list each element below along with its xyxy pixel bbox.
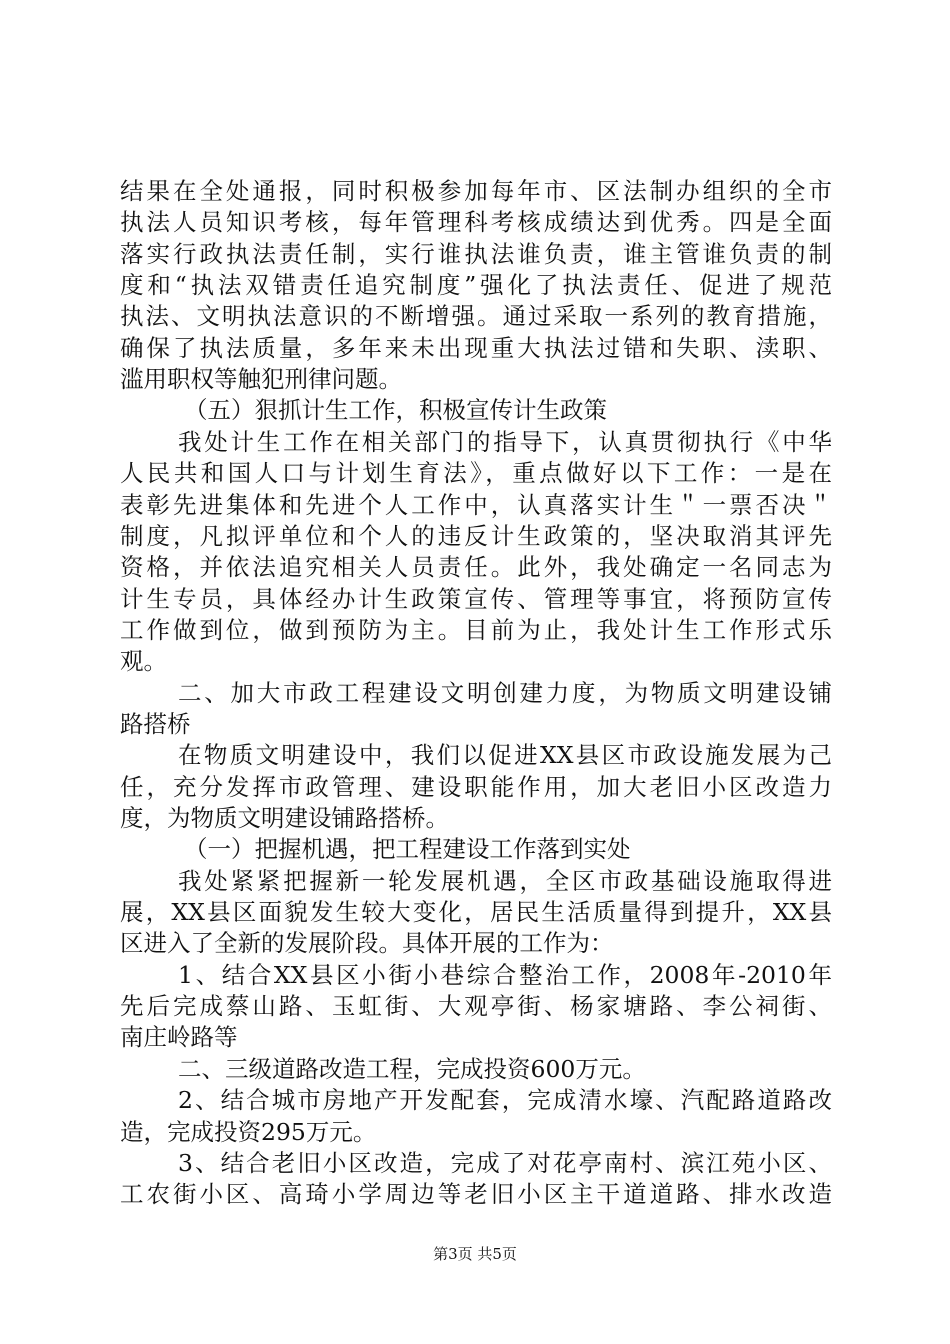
body-text-line: 先后完成蔡山路、玉虹街、大观亭街、杨家塘路、李公祠街、 [120,992,832,1020]
body-text-line: 确保了执法质量，多年来未出现重大执法过错和失职、渎职、 [120,334,832,362]
section-heading: （一）把握机遇，把工程建设工作落到实处 [184,835,631,863]
section-heading-continued: 路搭桥 [120,710,191,738]
body-text-line: 制度，凡拟评单位和个人的违反计生政策的，坚决取消其评先 [120,522,832,550]
body-text-line: 区进入了全新的发展阶段。具体开展的工作为： [120,929,614,957]
body-text-line: 观。 [120,647,167,675]
body-text-line: 工农街小区、高琦小学周边等老旧小区主干道道路、排水改造 [120,1180,832,1208]
body-text-line: 滥用职权等触犯刑律问题。 [120,365,402,393]
body-text-line: 落实行政执法责任制，实行谁执法谁负责，谁主管谁负责的制 [120,240,832,268]
paragraph-first-line: 我处紧紧把握新一轮发展机遇，全区市政基础设施取得进 [178,867,832,895]
list-item-first-line: 3、结合老旧小区改造，完成了对花亭南村、滨江苑小区、 [178,1149,832,1177]
body-text-line: 资格，并依法追究相关人员责任。此外，我处确定一名同志为 [120,553,832,581]
body-text-line: 工作做到位，做到预防为主。目前为止，我处计生工作形式乐 [120,616,832,644]
page-number-footer: 第3页 共5页 [433,1245,517,1263]
section-heading: 二、加大市政工程建设文明创建力度，为物质文明建设铺 [178,679,832,707]
list-item-first-line: 1、结合XX县区小街小巷综合整治工作，2008年-2010年 [178,961,832,989]
body-text-line: 展，XX县区面貌发生较大变化，居民生活质量得到提升，XX县 [120,898,832,926]
body-text-line: 度和“执法双错责任追究制度”强化了执法责任、促进了规范 [120,271,832,299]
body-text-line: 任，充分发挥市政管理、建设职能作用，加大老旧小区改造力 [120,773,832,801]
body-text-line: 结果在全处通报，同时积极参加每年市、区法制办组织的全市 [120,177,832,205]
paragraph-first-line: 在物质文明建设中，我们以促进XX县区市政设施发展为己 [178,741,832,769]
body-text-line: 表彰先进集体和先进个人工作中，认真落实计生＂一票否决＂ [120,491,832,519]
section-heading: （五）狠抓计生工作，积极宣传计生政策 [184,396,607,424]
body-text-line: 计生专员，具体经办计生政策宣传、管理等事宜，将预防宣传 [120,585,832,613]
body-text-line: 执法人员知识考核，每年管理科考核成绩达到优秀。四是全面 [120,208,832,236]
body-text-line: 度，为物质文明建设铺路搭桥。 [120,804,449,832]
paragraph-first-line: 我处计生工作在相关部门的指导下，认真贯彻执行《中华 [178,428,832,456]
body-text-line: 人民共和国人口与计划生育法》，重点做好以下工作：一是在 [120,459,832,487]
paragraph-line: 二、三级道路改造工程，完成投资600万元。 [178,1055,646,1083]
body-text-line: 执法、文明执法意识的不断增强。通过采取一系列的教育措施， [120,302,832,330]
body-text-line: 造，完成投资295万元。 [120,1118,377,1146]
body-text-line: 南庄岭路等 [120,1023,238,1051]
list-item-first-line: 2、结合城市房地产开发配套，完成清水壕、汽配路道路改 [178,1086,832,1114]
